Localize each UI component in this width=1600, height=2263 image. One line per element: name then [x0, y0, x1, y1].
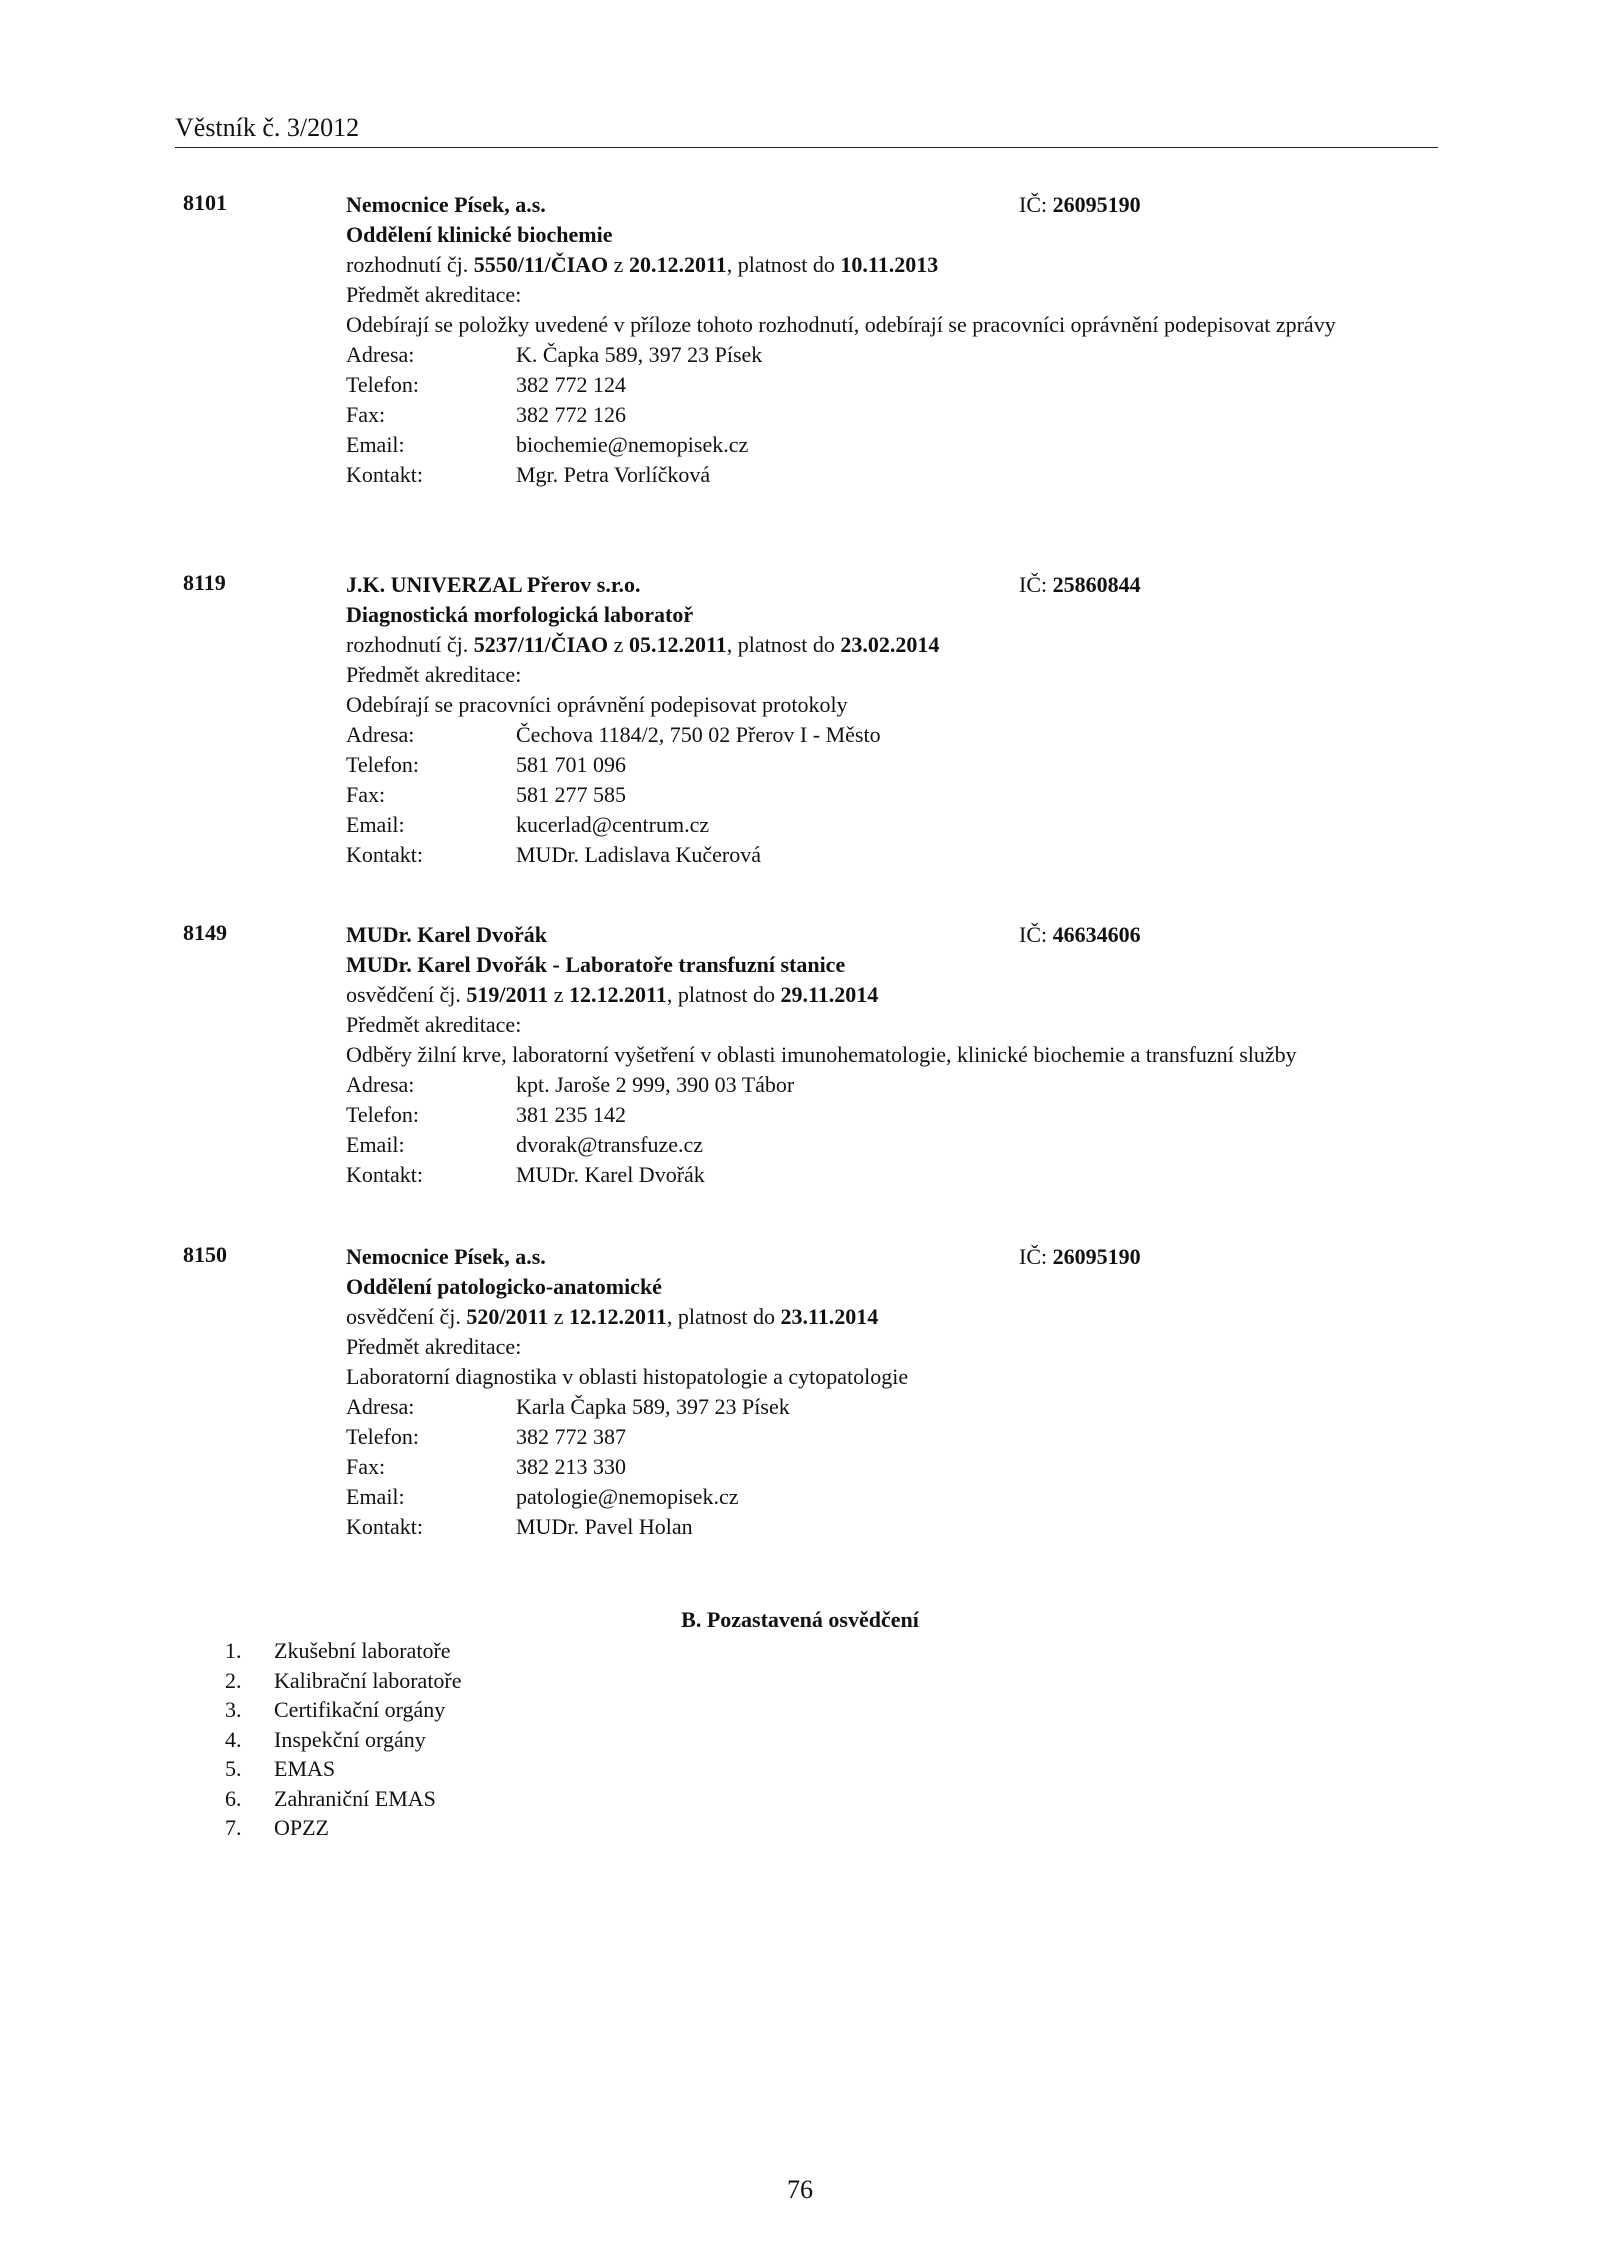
header-rule [175, 147, 1438, 148]
contact-row [346, 840, 1446, 870]
list-item-label: Certifikační orgány [274, 1697, 446, 1722]
address-value: kpt. Jaroše 2 999, 390 03 Tábor [516, 1072, 795, 1097]
subject-text: Odběry žilní krve, laboratorní vyšetření v oblasti imunohematologie, klinické biochemie a transfuzní služby [346, 1042, 1297, 1067]
contact-row [346, 460, 1446, 490]
entry-number: 8150 [183, 1242, 227, 1267]
list-item-number: 3. [225, 1697, 242, 1722]
address-label: Adresa: [346, 1394, 415, 1419]
contact-value: MUDr. Karel Dvořák [516, 1162, 705, 1187]
fax-row [346, 1452, 1446, 1482]
email-label: Email: [346, 812, 405, 837]
email-label: Email: [346, 1484, 405, 1509]
contact-label: Kontakt: [346, 1162, 423, 1187]
fax-label: Fax: [346, 782, 386, 807]
ic-label: IČ: [1019, 1244, 1053, 1269]
ic-field [1019, 570, 1141, 600]
list-item-number: 1. [225, 1638, 242, 1663]
valid-until-date: 29.11.2014 [780, 982, 879, 1007]
decision-number: 5237/11/ČIAO [473, 632, 609, 657]
organization-name: J.K. UNIVERZAL Přerov s.r.o. [346, 572, 641, 597]
decision-valid-text: , platnost do [726, 632, 841, 657]
ic-label: IČ: [1019, 922, 1053, 947]
department-name: Oddělení patologicko-anatomické [346, 1274, 662, 1299]
decision-prefix: rozhodnutí čj. [346, 252, 474, 277]
address-row [346, 1392, 1446, 1422]
phone-label: Telefon: [346, 1102, 419, 1127]
department-name: Diagnostická morfologická laboratoř [346, 602, 694, 627]
fax-value: 581 277 585 [516, 782, 626, 807]
decision-mid: z [608, 632, 629, 657]
list-item [200, 1666, 462, 1696]
list-item [200, 1725, 462, 1755]
contact-value: Mgr. Petra Vorlíčková [516, 462, 711, 487]
decision-line [346, 1302, 1446, 1332]
list-item-label: EMAS [274, 1756, 336, 1781]
email-label: Email: [346, 1132, 405, 1157]
email-row [346, 1130, 1446, 1160]
list-item-number: 6. [225, 1785, 242, 1811]
email-value: kucerlad@centrum.cz [516, 812, 710, 837]
entry-body [346, 1242, 1446, 1542]
list-item-label: Inspekční orgány [274, 1726, 426, 1752]
department-name: Oddělení klinické biochemie [346, 222, 613, 247]
phone-label: Telefon: [346, 372, 419, 397]
address-row [346, 1070, 1446, 1100]
email-row [346, 1482, 1446, 1512]
list-item [200, 1813, 462, 1843]
ic-value: 46634606 [1052, 922, 1141, 947]
decision-line [346, 980, 1446, 1010]
subject-label: Předmět akreditace: [346, 1012, 522, 1037]
fax-label: Fax: [346, 402, 386, 427]
decision-line [346, 250, 1446, 280]
ic-field [1019, 920, 1141, 950]
address-value: Čechova 1184/2, 750 02 Přerov I - Město [516, 722, 881, 747]
email-value: biochemie@nemopisek.cz [516, 432, 749, 457]
contact-label: Kontakt: [346, 842, 423, 867]
phone-value: 381 235 142 [516, 1102, 626, 1127]
list-item-number: 2. [225, 1667, 242, 1693]
phone-row [346, 1100, 1446, 1130]
contact-label: Kontakt: [346, 462, 423, 487]
decision-prefix: rozhodnutí čj. [346, 632, 474, 657]
decision-prefix: osvědčení čj. [346, 1304, 467, 1329]
entry-body [346, 920, 1446, 1190]
phone-row [346, 750, 1446, 780]
contact-row [346, 1160, 1446, 1190]
list-item-label: OPZZ [274, 1815, 329, 1840]
list-item-number: 5. [225, 1756, 242, 1781]
decision-number: 519/2011 [466, 982, 549, 1007]
ic-value: 26095190 [1052, 1244, 1141, 1269]
list-item-number: 4. [225, 1726, 242, 1752]
decision-mid: z [548, 982, 570, 1007]
valid-until-date: 10.11.2013 [840, 252, 939, 277]
decision-line [346, 630, 1446, 660]
phone-value: 382 772 124 [516, 372, 626, 397]
contact-value: MUDr. Pavel Holan [516, 1514, 693, 1539]
list-item [200, 1636, 462, 1666]
list-item [200, 1784, 462, 1814]
address-label: Adresa: [346, 342, 415, 367]
decision-date: 12.12.2011 [569, 982, 667, 1007]
email-value: dvorak@transfuze.cz [516, 1132, 703, 1157]
decision-valid-text: , platnost do [726, 252, 841, 277]
subject-label: Předmět akreditace: [346, 662, 522, 687]
ic-field [1019, 1242, 1141, 1272]
phone-value: 382 772 387 [516, 1424, 626, 1449]
subject-label: Předmět akreditace: [346, 282, 522, 307]
fax-value: 382 772 126 [516, 402, 626, 427]
valid-until-date: 23.02.2014 [840, 632, 940, 657]
organization-name: Nemocnice Písek, a.s. [346, 192, 546, 217]
section-b-list [200, 1636, 462, 1843]
phone-label: Telefon: [346, 752, 419, 777]
address-value: K. Čapka 589, 397 23 Písek [516, 342, 763, 367]
subject-label: Předmět akreditace: [346, 1334, 522, 1359]
contact-value: MUDr. Ladislava Kučerová [516, 842, 761, 867]
decision-mid: z [608, 252, 629, 277]
email-row [346, 810, 1446, 840]
address-label: Adresa: [346, 722, 415, 747]
entry-body [346, 570, 1446, 870]
address-row [346, 340, 1446, 370]
fax-row [346, 780, 1446, 810]
decision-valid-text: , platnost do [666, 1304, 781, 1329]
email-value: patologie@nemopisek.cz [516, 1484, 739, 1509]
valid-until-date: 23.11.2014 [780, 1304, 879, 1329]
decision-date: 12.12.2011 [569, 1304, 667, 1329]
subject-text: Odebírají se položky uvedené v příloze tohoto rozhodnutí, odebírají se pracovníci oprávnění podepisovat zprávy [346, 312, 1336, 337]
fax-value: 382 213 330 [516, 1454, 626, 1479]
phone-label: Telefon: [346, 1424, 419, 1449]
organization-name: MUDr. Karel Dvořák [346, 922, 548, 947]
list-item-label: Zahraniční EMAS [274, 1785, 436, 1811]
list-item-label: Kalibrační laboratoře [274, 1667, 462, 1693]
address-row [346, 720, 1446, 750]
decision-date: 20.12.2011 [628, 252, 727, 277]
ic-value: 25860844 [1052, 572, 1141, 597]
phone-row [346, 370, 1446, 400]
list-item-number: 7. [225, 1815, 242, 1840]
contact-label: Kontakt: [346, 1514, 423, 1539]
fax-row [346, 400, 1446, 430]
decision-date: 05.12.2011 [628, 632, 727, 657]
ic-value: 26095190 [1052, 192, 1141, 217]
email-label: Email: [346, 432, 405, 457]
subject-text: Odebírají se pracovníci oprávnění podepisovat protokoly [346, 692, 848, 717]
entry-number: 8119 [183, 570, 226, 595]
department-name: MUDr. Karel Dvořák - Laboratoře transfuzní stanice [346, 952, 846, 977]
decision-number: 5550/11/ČIAO [473, 252, 609, 277]
fax-label: Fax: [346, 1454, 386, 1479]
list-item-label: Zkušební laboratoře [274, 1638, 451, 1663]
subject-text: Laboratorní diagnostika v oblasti histopatologie a cytopatologie [346, 1364, 909, 1389]
decision-prefix: osvědčení čj. [346, 982, 467, 1007]
address-value: Karla Čapka 589, 397 23 Písek [516, 1394, 790, 1419]
page-header: Věstník č. 3/2012 [175, 113, 360, 142]
list-item [200, 1695, 462, 1725]
entry-number: 8149 [183, 920, 227, 945]
phone-value: 581 701 096 [516, 752, 626, 777]
email-row [346, 430, 1446, 460]
entry-body [346, 190, 1446, 490]
address-label: Adresa: [346, 1072, 415, 1097]
contact-row [346, 1512, 1446, 1542]
decision-mid: z [548, 1304, 570, 1329]
page-number: 76 [787, 2175, 813, 2204]
list-item [200, 1754, 462, 1784]
ic-label: IČ: [1019, 192, 1053, 217]
decision-valid-text: , platnost do [666, 982, 781, 1007]
phone-row [346, 1422, 1446, 1452]
ic-field [1019, 190, 1141, 220]
section-b-title: B. Pozastavená osvědčení [681, 1607, 919, 1632]
entry-number: 8101 [183, 190, 227, 215]
organization-name: Nemocnice Písek, a.s. [346, 1244, 546, 1269]
ic-label: IČ: [1019, 572, 1053, 597]
decision-number: 520/2011 [466, 1304, 549, 1329]
